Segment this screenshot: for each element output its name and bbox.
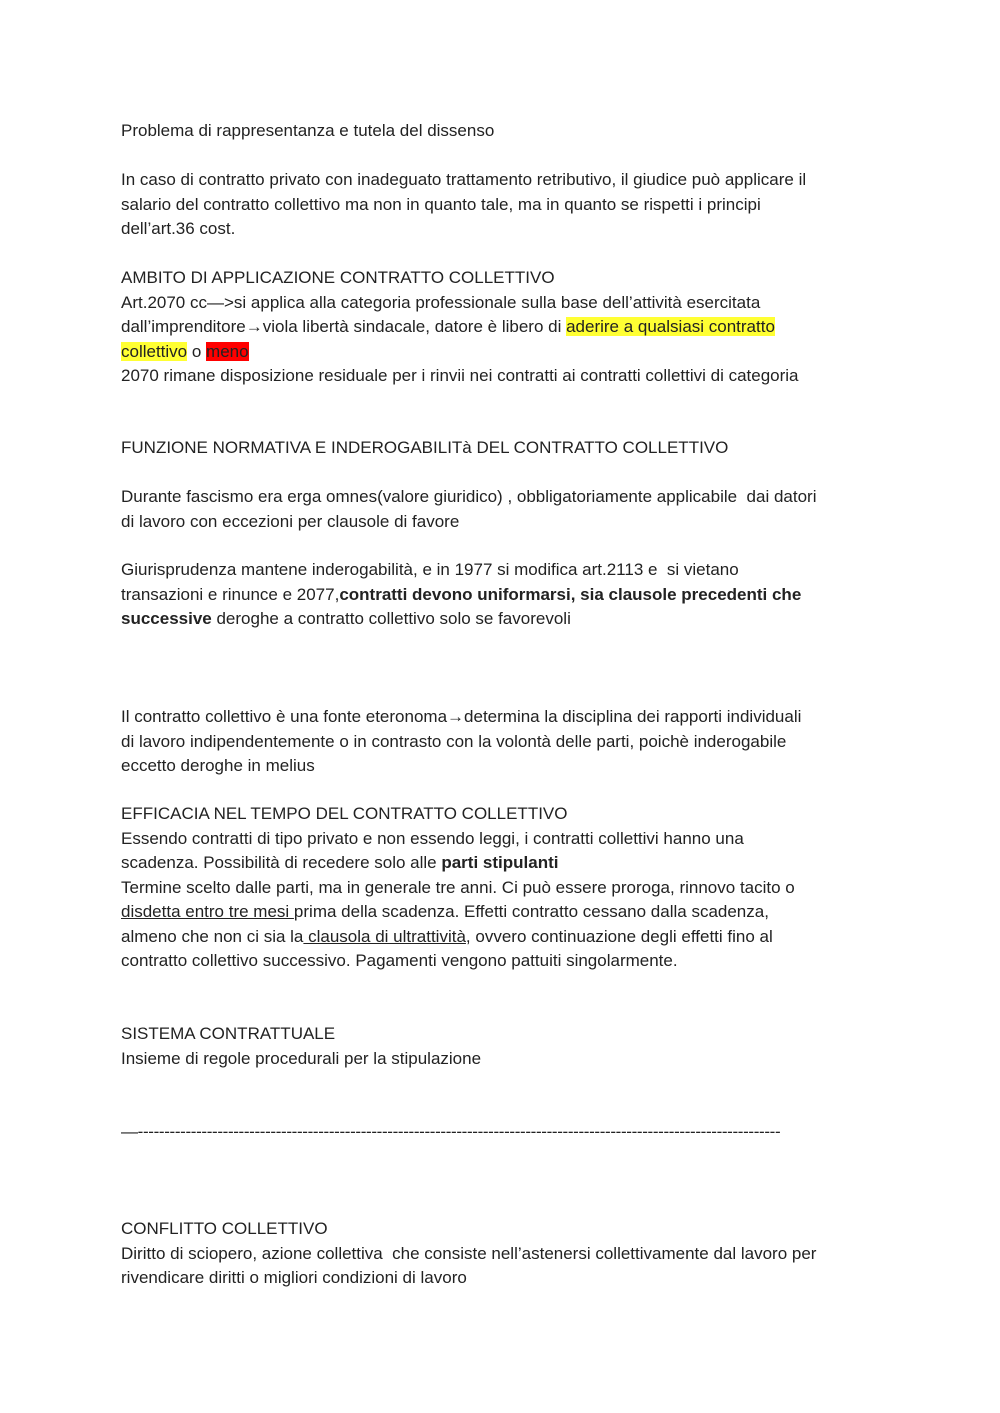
paragraph-fascismo xyxy=(121,485,891,534)
text-line: In caso di contratto privato con inadeguato trattamento retributivo, il giudice può applicare il xyxy=(121,170,807,189)
section-heading: SISTEMA CONTRATTUALE xyxy=(121,1024,336,1043)
dashed-separator xyxy=(121,1120,877,1145)
paragraph-giurisprudenza xyxy=(121,558,891,632)
text-line: dall’imprenditore→viola libertà sindacale, datore è libero di xyxy=(121,317,567,336)
text-line: Durante fascismo era erga omnes(valore giuridico) , obbligatoriamente applicabile dai datori xyxy=(121,487,817,506)
yellow-highlight: aderire a qualsiasi contratto xyxy=(566,317,775,336)
section-conflitto xyxy=(121,1217,891,1291)
section-sistema xyxy=(121,1022,891,1071)
underlined-text: disdetta entro tre mesi xyxy=(121,902,294,921)
intro-text: Problema di rappresentanza e tutela del dissenso xyxy=(121,121,495,140)
text-line: eccetto deroghe in melius xyxy=(121,756,315,775)
section-heading: CONFLITTO COLLETTIVO xyxy=(121,1219,328,1238)
text-span: o xyxy=(187,341,207,361)
underlined-text: clausola di ultrattività xyxy=(303,926,466,946)
text-span: almeno che non ci sia la xyxy=(121,926,304,946)
bold-text: parti stipulanti xyxy=(441,853,559,872)
yellow-highlight: collettivo xyxy=(121,341,188,361)
text-line: Termine scelto dalle parti, ma in generale tre anni. Ci può essere proroga, rinnovo tacito o xyxy=(121,877,795,897)
text-line: Il contratto collettivo è una fonte eteronoma→determina la disciplina dei rapporti individuali xyxy=(121,707,802,726)
text-line: Art.2070 cc—>si applica alla categoria professionale sulla base dell’attività esercitata xyxy=(121,292,761,312)
red-highlight: meno xyxy=(206,341,249,361)
paragraph-giudice xyxy=(121,168,891,242)
text-line: salario del contratto collettivo ma non in quanto tale, ma in quanto se rispetti i principi xyxy=(121,194,761,214)
bold-text: contratti devono uniformarsi, sia clausole precedenti che xyxy=(339,584,802,604)
text-span: transazioni e rinunce e 2077, xyxy=(121,584,340,604)
text-line: contratto collettivo successivo. Pagamenti vengono pattuiti singolarmente. xyxy=(121,951,678,970)
text-span: , ovvero continuazione degli effetti fino al xyxy=(465,926,773,946)
text-line: di lavoro con eccezioni per clausole di favore xyxy=(121,511,460,531)
paragraph-fonte-eteronoma xyxy=(121,705,891,779)
text-line: 2070 rimane disposizione residuale per i rinvii nei contratti ai contratti collettivi di categoria xyxy=(121,366,799,385)
section-heading: AMBITO DI APPLICAZIONE CONTRATTO COLLETTIVO xyxy=(121,268,555,287)
text-line: Essendo contratti di tipo privato e non essendo leggi, i contratti collettivi hanno una xyxy=(121,828,744,848)
section-heading: FUNZIONE NORMATIVA E INDEROGABILITà DEL CONTRATTO COLLETTIVO xyxy=(121,438,729,457)
text-line: Insieme di regole procedurali per la stipulazione xyxy=(121,1048,482,1068)
section-funzione-heading xyxy=(121,436,891,461)
section-ambito xyxy=(121,266,891,389)
bold-text: successive xyxy=(121,609,212,628)
text-line: Giurisprudenza mantene inderogabilità, e in 1977 si modifica art.2113 e si vietano xyxy=(121,560,739,579)
section-heading: EFFICACIA NEL TEMPO DEL CONTRATTO COLLETTIVO xyxy=(121,804,568,823)
text-line: Diritto di sciopero, azione collettiva che consiste nell’astenersi collettivamente dal lavoro per xyxy=(121,1243,817,1263)
text-line: dell’art.36 cost. xyxy=(121,219,236,238)
text-line: rivendicare diritti o migliori condizioni di lavoro xyxy=(121,1268,467,1287)
text-span: scadenza. Possibilità di recedere solo alle xyxy=(121,853,442,872)
intro-line xyxy=(121,119,891,144)
text-line: di lavoro indipendentemente o in contrasto con la volontà delle parti, poichè inderogabile xyxy=(121,731,787,751)
separator-text: —------------------------------------------------------------------------------------------------------------------------- xyxy=(121,1122,781,1141)
text-span: prima della scadenza. Effetti contratto cessano dalla scadenza, xyxy=(293,902,769,921)
section-efficacia xyxy=(121,802,891,974)
text-span: deroghe a contratto collettivo solo se favorevoli xyxy=(211,609,571,628)
